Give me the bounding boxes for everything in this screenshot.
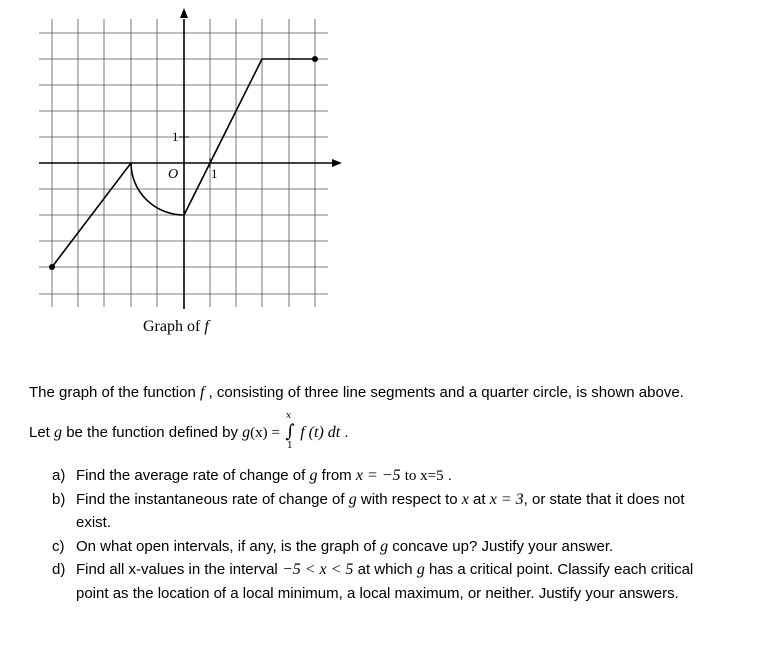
integral-sign: ∫ x 1 [285,411,295,451]
intro-line-2: Let g be the function defined by g(x) = ∫ x 1 f (t) dt . [29,411,349,451]
question-c: c) On what open intervals, if any, is the graph of g concave up? Justify your answer. [52,538,614,555]
x-tick-label: 1 [211,166,218,181]
graph-caption: Graph of f [143,318,209,335]
question-b: b) Find the instantaneous rate of change of g with respect to x at x = 3, or state that it does not [52,491,685,508]
question-d: d) Find all x-values in the interval −5 < x < 5 at which g has a critical point. Classify each critical [52,561,694,578]
y-axis-arrow-icon [180,8,188,18]
endpoint-left [49,264,55,270]
question-b-continued: exist. [76,514,112,531]
y-tick-label: 1 [172,129,179,144]
definition-of-g: g(x) = ∫ x 1 f (t) dt [242,411,341,451]
origin-label: O [168,167,179,182]
question-a: a) Find the average rate of change of g from x = −5 to x=5 . [52,467,452,484]
x-axis-arrow-icon [332,159,342,167]
graph-of-f [0,0,380,350]
intro-line-1: The graph of the function f , consisting of three line segments and a quarter circle, is shown above. [29,384,684,401]
endpoint-right [312,56,318,62]
question-d-continued: point as the location of a local minimum, a local maximum, or neither. Justify your answers. [76,585,679,602]
